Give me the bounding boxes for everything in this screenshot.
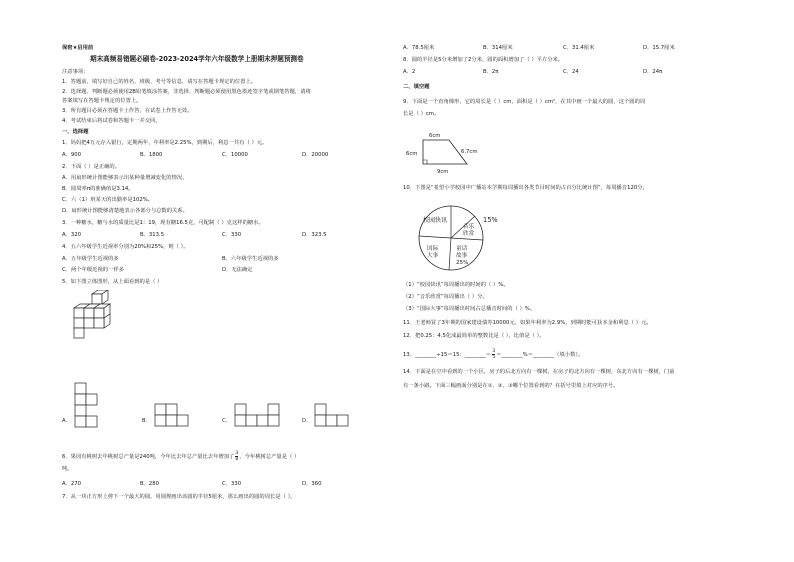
q5-option-c[interactable]: C． — [222, 418, 231, 424]
question-13 — [403, 349, 583, 360]
q13-fraction-den: 5 — [492, 355, 496, 360]
q6-option-b[interactable]: B．280 — [140, 481, 160, 487]
question-6 — [62, 451, 299, 462]
pie-label-15pct: 15% — [483, 216, 498, 224]
page-title: 期末高频易错题必刷卷-2023-2024学年六年级数学上册期末押题预测卷 — [90, 55, 304, 63]
pie-label-music: 音乐 — [463, 224, 475, 230]
q5-option-d[interactable]: D． — [302, 418, 312, 424]
question-5: 5．如下图立体图形，从上面看到的是（ ） — [62, 279, 163, 285]
notice-heading: 注意事项： — [62, 69, 89, 75]
q8-option-c[interactable]: C．24 — [563, 69, 579, 75]
q4-option-b[interactable]: B．六年级学生近视的多 — [222, 256, 279, 262]
q2-option-c[interactable]: C．六（1）班某天的出勤率是102%。 — [62, 197, 154, 203]
pie-label-appreciation: 欣赏 — [463, 231, 475, 237]
question-3: 3．一种糖水，糖与水的质量比是1：19，现有糖16.5克，可配制（ ）克这样的糖水。 — [62, 220, 264, 226]
question-8: 8．圆的半径是5分米增加了2分米，圆的面积增加了（ ）平方分米。 — [403, 57, 564, 63]
notice-item: 1．答题前，填写好自己的姓名、班级、考号等信息，请写在答题卡规定的位置上。 — [62, 79, 257, 85]
q5-option-b[interactable]: B． — [142, 418, 151, 424]
q6-text-b: ，今年桃树总产量是（ ） — [239, 454, 300, 460]
q4-option-d[interactable]: D．无法确定 — [222, 267, 253, 273]
notice-item: 2．选择题、判断题必须使用2B铅笔填涂答案，非选择、判断题必须使用黑色墨迹签字笔或钢笔答题，请将 — [62, 89, 311, 95]
q13-fraction — [492, 349, 495, 360]
pie-label-international: 国际 — [427, 246, 439, 252]
q1-option-a[interactable]: A．900 — [62, 152, 82, 158]
q13-pre: 13．________÷15＝15：________＝ — [403, 352, 492, 358]
q6-fraction-den: 8 — [235, 457, 239, 462]
section-2-heading: 二、填空题 — [403, 84, 430, 90]
trapezoid-slant-label: 6.7cm — [461, 149, 478, 155]
q6-text-c: 吨。 — [62, 466, 73, 472]
q5-option-a-figure[interactable] — [74, 382, 104, 428]
trapezoid-left-label: 6cm — [406, 151, 418, 157]
q4-option-a[interactable]: A．五年级学生近视的多 — [62, 256, 119, 262]
question-14-line-2: 有一条小路。下面三幅画面分别是在①、②、③哪个位置看到的？在括号里填上对应的序号。 — [403, 383, 619, 389]
q2-option-a[interactable]: A．用扇形统计图能够表示出某种量增减变化的情况。 — [62, 175, 188, 181]
q1-option-d[interactable]: D．20000 — [302, 152, 329, 158]
q5-option-b-figure[interactable] — [154, 403, 190, 429]
right-trapezoid-figure — [403, 126, 493, 178]
trapezoid-top-label: 6cm — [429, 133, 441, 139]
section-1-heading: 一、选择题 — [62, 129, 89, 135]
q6-fraction-num: 3 — [235, 451, 239, 456]
q13-fraction-num: 3 — [492, 349, 496, 354]
q6-fraction — [235, 451, 238, 462]
question-4: 4．五六年级学生近视率分别为20%和25%，则（ ）。 — [62, 244, 189, 250]
q2-option-b[interactable]: B．圆周率π的准确值是3.14。 — [62, 186, 134, 192]
q7-option-b[interactable]: B．314厘米 — [483, 45, 513, 51]
question-1: 1．妈妈把4万元存入银行，定期两年，年利率是2.25%，到期后，利息一共有（ ）元。 — [62, 140, 268, 146]
q8-option-a[interactable]: A．2 — [403, 69, 416, 75]
q5-option-d-figure[interactable] — [314, 403, 352, 429]
notice-item: 3．所有题目必须在答题卡上作答，在试卷上作答无效。 — [62, 108, 193, 114]
q6-option-c[interactable]: C．330 — [222, 481, 242, 487]
notice-item: 4．考试结束后将试卷和答题卡一并交回。 — [62, 118, 161, 124]
question-14-line-1: 14．下面是在空中看到的一个小区，房子的后北方向有一棵树，在房子的北方向有一棵树，东北方向有一棵树，门前 — [403, 369, 675, 375]
q7-option-a[interactable]: A．78.5厘米 — [403, 45, 435, 51]
pie-label-25pct: 25% — [456, 260, 469, 266]
q3-option-a[interactable]: A．320 — [62, 232, 82, 238]
q5-option-c-figure[interactable] — [234, 403, 282, 429]
question-7: 7．从一块正方形上剪下一个最大的圆，用圆规画出该圆的半径5厘米，那么画出的圆的周长是（ ）。 — [62, 494, 296, 500]
question-2: 2．下面（ ）是正确的。 — [62, 164, 121, 170]
q10-sub-1: （1）“校园快讯”每周播出的时间的（ ）%。 — [403, 282, 509, 288]
q8-option-b[interactable]: B．2π — [483, 69, 499, 75]
q8-option-d[interactable]: D．24π — [643, 69, 663, 75]
q10-sub-3: （3）“国际大事”每周播出时间占总播音时间的（ ）%。 — [403, 306, 536, 312]
q13-post: ＝________%＝________（填小数）。 — [496, 352, 584, 358]
q4-option-c[interactable]: C．两个年级近视的一样多 — [62, 267, 124, 273]
q10-sub-2: （2）“音乐欣赏”每周播出（ ）分。 — [403, 294, 488, 300]
q5-option-a[interactable]: A． — [62, 418, 71, 424]
q3-option-c[interactable]: C．330 — [222, 232, 242, 238]
question-11: 11．王老师買了3年期的国家建设债券10000元，如果年利率为2.9%，到期时能可获本金和利息（ ）元。 — [403, 320, 652, 326]
pie-label-story: 故事 — [456, 253, 468, 259]
pie-label-affairs: 大事 — [427, 253, 439, 259]
question-10: 10．下图是“希望小学校园中广播站本学期每周播出各类节目时间的占百分比统计图”，每周播音120分。 — [403, 185, 648, 191]
pie-label-fairy: 童话 — [456, 246, 468, 252]
q1-option-b[interactable]: B．1800 — [140, 152, 163, 158]
radio-program-pie-figure — [411, 200, 511, 280]
pie-label-campus-news: 校园快讯 — [423, 217, 448, 224]
question-9-line-1: 9．下面是一个直角梯形，它的周长是（ ）cm，面积是（ ）cm²，在其中画一个最大的圆，这个圆的周 — [403, 99, 646, 105]
notice-item: 答案填写在答题卡规定的位置上。 — [62, 98, 142, 104]
question-12: 12．把0.25：4.5化成最简单的整数比是（ ），比值是（ ）。 — [403, 333, 545, 339]
stacked-cubes-figure — [70, 290, 136, 344]
q3-option-b[interactable]: B．313.5 — [140, 232, 165, 238]
q1-option-c[interactable]: C．10000 — [222, 152, 248, 158]
q6-option-d[interactable]: D．360 — [302, 481, 322, 487]
trapezoid-bottom-label: 9cm — [437, 169, 449, 175]
q7-option-c[interactable]: C．31.4厘米 — [563, 45, 595, 51]
q7-option-d[interactable]: D．15.7厘米 — [643, 45, 675, 51]
q3-option-d[interactable]: D．323.5 — [302, 232, 327, 238]
secret-label: 保密★启用前 — [62, 45, 94, 51]
question-9-line-2: 长是（ ）cm。 — [403, 111, 440, 117]
q6-option-a[interactable]: A．270 — [62, 481, 82, 487]
q6-text-a: 6．果园有桃树去年桃树总产量是240吨，今年比去年总产量比去年增加了 — [62, 454, 235, 460]
q2-option-d[interactable]: D．扇形统计图能够清楚地表示各部分与总数的关系。 — [62, 208, 188, 214]
